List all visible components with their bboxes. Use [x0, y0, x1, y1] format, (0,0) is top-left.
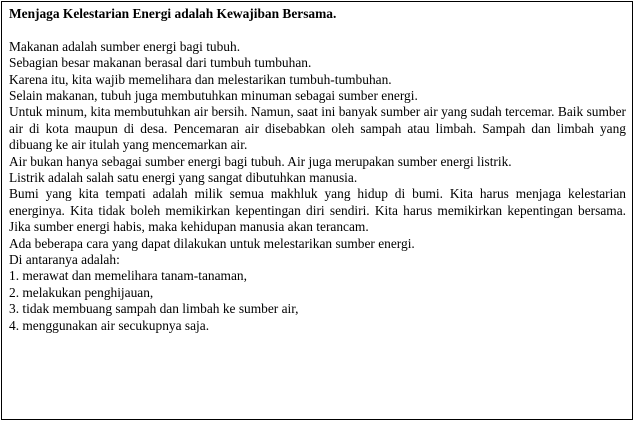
list-item: 4. menggunakan air secukupnya saja.: [9, 317, 210, 333]
text-line-electric: Air bukan hanya sebagai sumber energi bagi tubuh. Air juga merupakan sumber energi listrik.: [9, 153, 512, 169]
text-line: Selain makanan, tubuh juga membutuhkan minuman sebagai sumber energi.: [9, 88, 418, 104]
blank-line: [9, 22, 626, 38]
document-title: Menjaga Kelestarian Energi adalah Kewajiban Bersama.: [9, 6, 337, 21]
paragraph-water: Untuk minum, kita membutuhkan air bersih. Namun, saat ini banyak sumber air yang sudah tercemar. Baik sumber air di kota maupun di desa. Pencemaran air disebabkan oleh sampah atau limbah. Sampah dan limbah yang dibuang ke air itulah yang mencemarkan air.: [9, 104, 626, 153]
text-line-ways: Ada beberapa cara yang dapat dilakukan untuk melestarikan sumber energi.: [9, 235, 415, 251]
list-item: 3. tidak membuang sampah dan limbah ke sumber air,: [9, 301, 299, 317]
text-line: Karena itu, kita wajib memelihara dan melestarikan tumbuh-tumbuhan.: [9, 71, 392, 87]
text-line: Sebagian besar makanan berasal dari tumbuh tumbuhan.: [9, 55, 312, 71]
text-line-electric-needed: Listrik adalah salah satu energi yang sangat dibutuhkan manusia.: [9, 170, 358, 186]
paragraph-earth: Bumi yang kita tempati adalah milik semua makhluk yang hidup di bumi. Kita harus menjaga kelestarian energinya. Kita tidak boleh memikirkan kepentingan diri sendiri. Kita harus memikirkan kepentingan bersama. Jika sumber energi habis, maka kehidupan manusia akan terancam.: [9, 186, 626, 235]
text-line-among: Di antaranya adalah:: [9, 252, 120, 268]
list-item: 1. merawat dan memelihara tanam-tanaman,: [9, 268, 247, 284]
text-line: Makanan adalah sumber energi bagi tubuh.: [9, 38, 241, 54]
document-frame: [1, 1, 633, 420]
list-item: 2. melakukan penghijauan,: [9, 284, 154, 300]
